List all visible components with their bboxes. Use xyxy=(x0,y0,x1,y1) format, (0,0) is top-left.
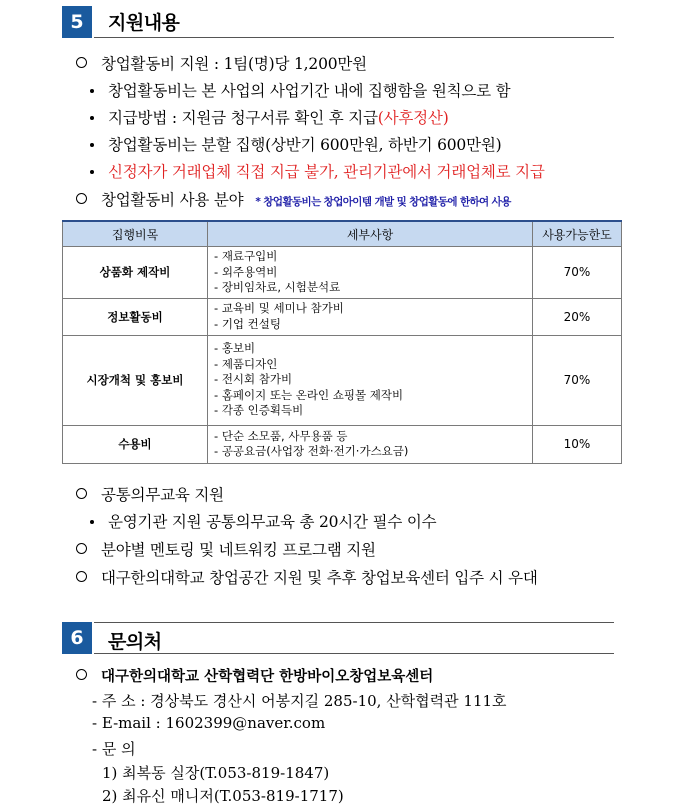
contact-organization: 대구한의대학교 산학협력단 한방바이오창업보육센터 xyxy=(76,665,433,686)
section5-title: 지원내용 xyxy=(108,12,180,34)
table-header-row xyxy=(63,221,622,247)
contact-address: - 주 소 : 경상북도 경산시 어봉지길 285-10, 산학협력관 111호 xyxy=(92,692,507,710)
section5-number: 5 xyxy=(62,6,92,38)
section6-topline xyxy=(94,622,614,623)
dot-bullet-icon xyxy=(90,116,94,120)
table-row: 수용비 - 단순 소모품, 사무용품 등 - 공공요금(사업장 전화·전기·가스요금) 10% xyxy=(63,425,622,463)
section6-header xyxy=(62,622,614,654)
table-row: 상품화 제작비 - 재료구입비 - 외주용역비 - 장비임차료, 시험분석료 70% xyxy=(63,247,622,299)
circle-bullet-icon xyxy=(76,57,87,68)
header-category: 집행비목 xyxy=(63,221,208,247)
bullet-split: 창업활동비는 분할 집행(상반기 600만원, 하반기 600만원) xyxy=(90,133,502,155)
support-amount-line: 창업활동비 지원 : 1팀(명)당 1,200만원 xyxy=(76,52,367,74)
section5-underline xyxy=(94,37,614,38)
section6-number: 6 xyxy=(62,622,92,654)
bullet-direct-payment: 신정자가 거래업체 직접 지급 불가, 관리기관에서 거래업체로 지급 xyxy=(90,160,545,182)
usage-note: * 창업활동비는 창업아이템 개발 및 창업활동에 한하여 사용 xyxy=(255,196,511,208)
table-row: 정보활동비 - 교육비 및 세미나 참가비 - 기업 컨설팅 20% xyxy=(63,298,622,335)
dot-bullet-icon xyxy=(90,520,94,524)
bullet-education-hours: 운영기관 지원 공통의무교육 총 20시간 필수 이수 xyxy=(90,510,436,532)
bullet-period: 창업활동비는 본 사업의 사업기간 내에 집행함을 원칙으로 함 xyxy=(90,79,510,101)
contact-person-2: 2) 최유신 매니저(T.053-819-1717) xyxy=(102,787,344,805)
circle-bullet-icon xyxy=(76,543,87,554)
header-limit: 사용가능한도 xyxy=(533,221,622,247)
dot-bullet-icon xyxy=(90,170,94,174)
section6-underline xyxy=(94,653,614,654)
usage-field-line: 창업활동비 사용 분야 * 창업활동비는 창업아이템 개발 및 창업활동에 한하여 사용 xyxy=(76,188,511,210)
mentoring-line: 분야별 멘토링 및 네트워킹 프로그램 지원 xyxy=(76,538,376,560)
circle-bullet-icon xyxy=(76,488,87,499)
header-details: 세부사항 xyxy=(208,221,533,247)
common-education-line: 공통의무교육 지원 xyxy=(76,483,224,505)
contact-email: - E-mail : 1602399@naver.com xyxy=(92,714,326,732)
dot-bullet-icon xyxy=(90,89,94,93)
contact-inquiry-label: - 문 의 xyxy=(92,740,136,758)
space-support-line: 대구한의대학교 창업공간 지원 및 추후 창업보육센터 입주 시 우대 xyxy=(76,566,538,588)
section6-title: 문의처 xyxy=(108,631,162,653)
bullet-payment: 지급방법 : 지원금 청구서류 확인 후 지급(사후정산) xyxy=(90,106,449,128)
table-row: 시장개척 및 홍보비 - 홍보비 - 제품디자인 - 전시회 참가비 - 홈페이지 또는 온라인 쇼핑몰 제작비 - 각종 인증획득비 70% xyxy=(63,335,622,425)
circle-bullet-icon xyxy=(76,669,87,680)
circle-bullet-icon xyxy=(76,193,87,204)
section5-header xyxy=(62,6,614,38)
expense-table xyxy=(62,220,622,464)
circle-bullet-icon xyxy=(76,571,87,582)
contact-person-1: 1) 최복동 실장(T.053-819-1847) xyxy=(102,764,330,782)
dot-bullet-icon xyxy=(90,143,94,147)
